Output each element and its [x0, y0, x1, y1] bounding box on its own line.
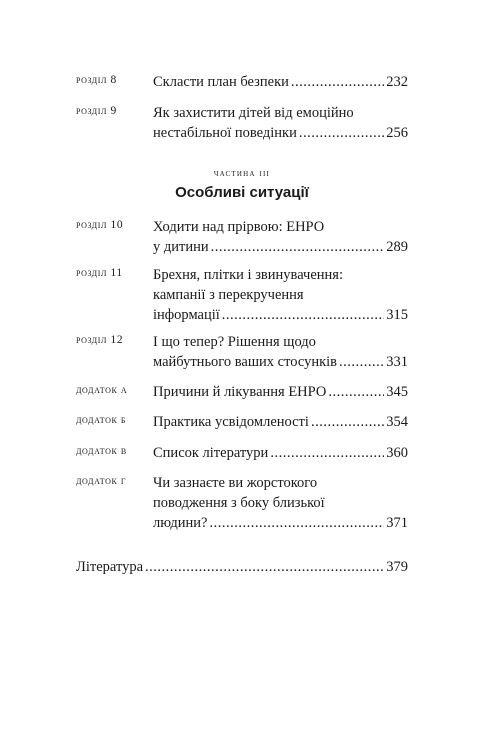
toc-entry-last-line [153, 72, 408, 92]
toc-entry-title [153, 265, 408, 325]
toc-entry-label: розділ 9 [76, 105, 117, 117]
toc-entry-title-line: Ходити над прірвою: ЕНРО [153, 219, 325, 235]
toc-entry-page: 315 [386, 307, 408, 323]
toc-entry-title-text: інформації [153, 307, 220, 323]
toc-entry-title-line: Чи зазнаєте ви жорстокого [153, 475, 318, 491]
toc-entry-label: розділ 12 [76, 334, 124, 346]
leader-dots [299, 123, 384, 143]
leader-dots [311, 412, 384, 432]
toc-entry-last-line [153, 382, 408, 402]
toc-entry-title-text: майбутнього ваших стосунків [153, 354, 338, 370]
toc-entry-label: додаток г [76, 475, 127, 487]
toc-entry-title-line: Як захистити дітей від емоційно [153, 105, 354, 121]
toc-entry-label: додаток а [76, 384, 128, 396]
toc-entry-label: розділ 11 [76, 267, 123, 279]
leader-dots [222, 305, 384, 325]
toc-entry-page: 289 [386, 239, 408, 255]
toc-entry-page: 256 [386, 125, 408, 141]
leader-dots [339, 352, 384, 372]
toc-entry-label: розділ 10 [76, 219, 124, 231]
part-label: частина iii [213, 168, 271, 179]
part-title: Особливі ситуації [175, 184, 309, 201]
toc-entry-title [153, 217, 408, 257]
toc-entry-title [153, 473, 408, 533]
toc-entry-literature[interactable] [76, 557, 408, 577]
toc-entry-title-text: Література [76, 559, 144, 575]
toc-entry-title-text: Практика усвідомленості [153, 414, 309, 430]
toc-entry-page: 379 [386, 559, 408, 575]
toc-entry-last-line [153, 513, 408, 533]
toc-entry-page: 371 [386, 515, 408, 531]
toc-entry-label: додаток б [76, 414, 127, 426]
toc-entry-title-text: Скласти план безпеки [153, 74, 289, 90]
toc-entry-page: 331 [386, 354, 408, 370]
toc-entry-title [153, 332, 408, 372]
toc-entry-label: додаток в [76, 445, 127, 457]
toc-entry-last-line [153, 412, 408, 432]
toc-entry-title-text: людини? [153, 515, 208, 531]
toc-entry-last-line [153, 237, 408, 257]
leader-dots [145, 557, 384, 577]
toc-entry-last-line [153, 123, 408, 143]
toc-entry-title-line: поводження з боку близької [153, 495, 325, 511]
leader-dots [211, 237, 385, 257]
toc-entry-title-text: Причини й лікування ЕНРО [153, 384, 327, 400]
toc-entry-title [153, 412, 408, 432]
toc-entry-page: 354 [386, 414, 408, 430]
toc-entry-title-line: Брехня, плітки і звинувачення: [153, 267, 343, 283]
toc-entry-title-text: у дитини [153, 239, 209, 255]
toc-entry-title-text: Список літератури [153, 445, 269, 461]
toc-entry-title-line: І що тепер? Рішення щодо [153, 334, 316, 350]
toc-entry-title [153, 72, 408, 92]
toc-entry-title-line: кампанії з перекручення [153, 287, 304, 303]
toc-entry-page: 360 [386, 445, 408, 461]
leader-dots [209, 513, 384, 533]
leader-dots [270, 443, 384, 463]
toc-entry-last-line [76, 557, 408, 577]
toc-entry-title [153, 443, 408, 463]
toc-entry-last-line [153, 352, 408, 372]
toc-entry-page: 345 [386, 384, 408, 400]
leader-dots [291, 72, 384, 92]
toc-entry-title-text: нестабільної поведінки [153, 125, 297, 141]
toc-entry-title [153, 382, 408, 402]
toc-entry-page: 232 [386, 74, 408, 90]
toc-entry-title [153, 103, 408, 143]
toc-entry-last-line [153, 443, 408, 463]
leader-dots [328, 382, 384, 402]
toc-entry-last-line [153, 305, 408, 325]
toc-entry-label: розділ 8 [76, 74, 117, 86]
